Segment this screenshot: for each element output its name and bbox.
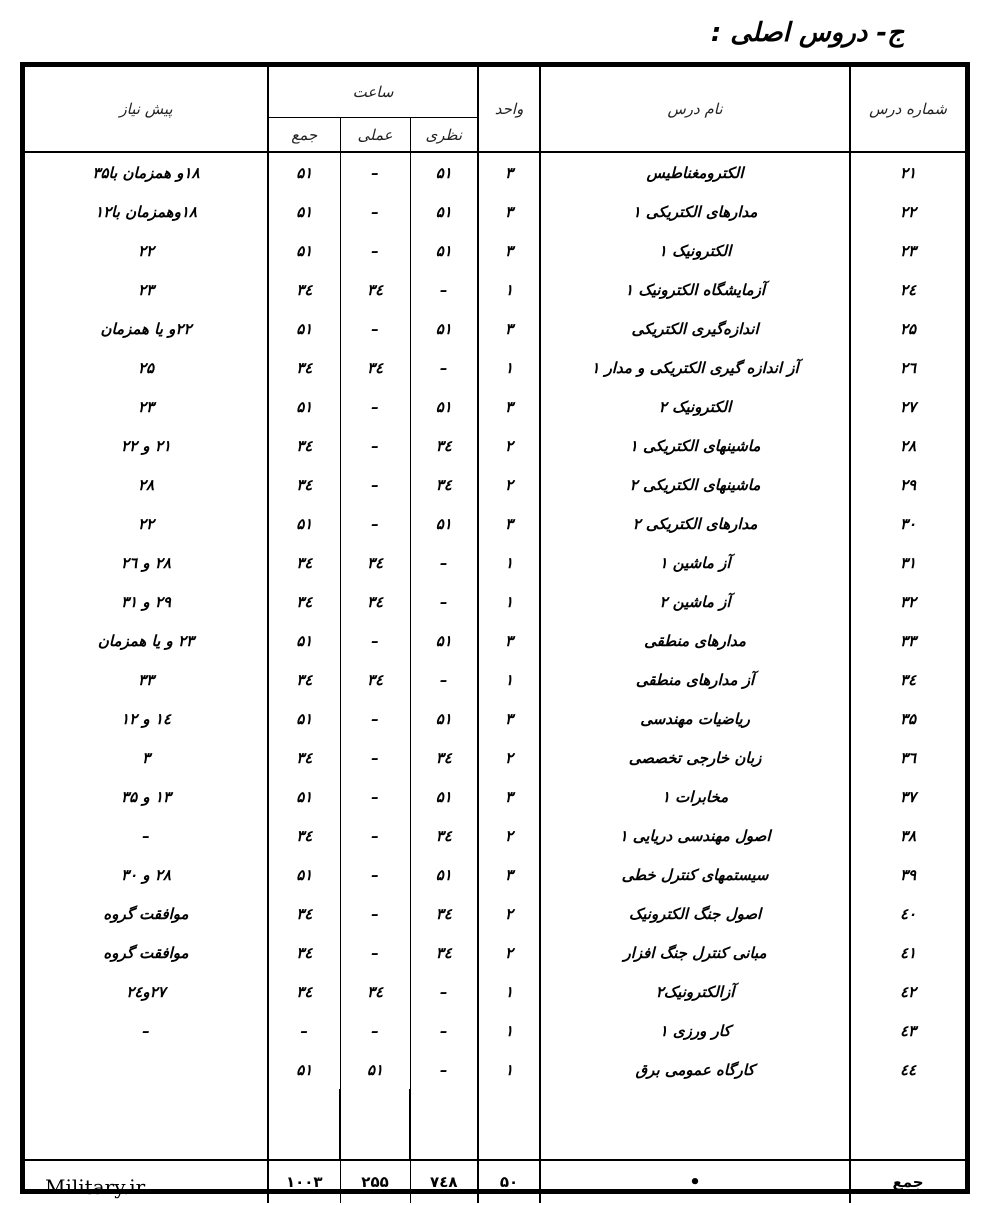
table-row xyxy=(25,231,965,270)
course-prerequisite: ۲۵ xyxy=(25,348,268,387)
header-units: واحد xyxy=(478,67,540,151)
course-number: ۲۱ xyxy=(850,152,965,192)
course-units: ۲ xyxy=(478,933,540,972)
hours-theory: ۵۱ xyxy=(410,621,478,660)
course-number: ۲۵ xyxy=(850,309,965,348)
hours-practical: ۳٤ xyxy=(340,348,410,387)
course-prerequisite: ۲۷و۲٤ xyxy=(25,972,268,1011)
hours-theory: – xyxy=(410,1011,478,1050)
course-number: ۳٦ xyxy=(850,738,965,777)
table-row xyxy=(25,738,965,777)
course-number: ۳۱ xyxy=(850,543,965,582)
course-prerequisite: ۲۲و یا همزمان xyxy=(25,309,268,348)
hours-total: ۳٤ xyxy=(268,738,340,777)
course-number: ۳۵ xyxy=(850,699,965,738)
table-row xyxy=(25,387,965,426)
course-units: ۳ xyxy=(478,699,540,738)
course-units: ۱ xyxy=(478,1011,540,1050)
course-units: ۳ xyxy=(478,621,540,660)
hours-theory: – xyxy=(410,1050,478,1089)
hours-theory: ۵۱ xyxy=(410,152,478,192)
hours-theory: – xyxy=(410,270,478,309)
course-number: ۲۷ xyxy=(850,387,965,426)
course-name: مدارهای منطقی xyxy=(540,621,850,660)
hours-total: ۳٤ xyxy=(268,894,340,933)
hours-total: – xyxy=(268,1011,340,1050)
hours-theory: ۳٤ xyxy=(410,426,478,465)
course-units: ۳ xyxy=(478,192,540,231)
summary-name-mark: • xyxy=(689,1171,701,1193)
hours-practical: – xyxy=(340,621,410,660)
hours-total: ۵۱ xyxy=(268,231,340,270)
table-row xyxy=(25,933,965,972)
summary-units: ۵۰ xyxy=(478,1160,540,1203)
hours-practical: ۵۱ xyxy=(340,1050,410,1089)
course-prerequisite: ۳ xyxy=(25,738,268,777)
course-name: اصول جنگ الکترونیک xyxy=(540,894,850,933)
course-number: ٤۲ xyxy=(850,972,965,1011)
table-row xyxy=(25,699,965,738)
course-name: زبان خارجی تخصصی xyxy=(540,738,850,777)
table-row xyxy=(25,270,965,309)
hours-total: ۳٤ xyxy=(268,348,340,387)
course-prerequisite: ۳۳ xyxy=(25,660,268,699)
hours-practical: – xyxy=(340,699,410,738)
course-units: ۳ xyxy=(478,387,540,426)
hours-practical: – xyxy=(340,231,410,270)
hours-theory: ۵۱ xyxy=(410,387,478,426)
table-row xyxy=(25,660,965,699)
table-row xyxy=(25,894,965,933)
hours-total: ۳٤ xyxy=(268,426,340,465)
course-units: ۱ xyxy=(478,543,540,582)
course-number: ٤۳ xyxy=(850,1011,965,1050)
summary-label: جمع xyxy=(850,1160,965,1203)
course-number: ۳۰ xyxy=(850,504,965,543)
course-prerequisite: ۱۸وهمزمان با۱۲ xyxy=(25,192,268,231)
course-table xyxy=(25,67,965,1203)
header-total: جمع xyxy=(268,118,340,152)
hours-practical: – xyxy=(340,738,410,777)
course-units: ۲ xyxy=(478,465,540,504)
course-number: ۲۳ xyxy=(850,231,965,270)
course-name: سیستمهای کنترل خطی xyxy=(540,855,850,894)
course-number: ٤۰ xyxy=(850,894,965,933)
course-units: ۱ xyxy=(478,660,540,699)
table-row xyxy=(25,152,965,192)
hours-total: ۳٤ xyxy=(268,660,340,699)
course-prerequisite: ۲۸ xyxy=(25,465,268,504)
course-units: ۳ xyxy=(478,309,540,348)
hours-practical: – xyxy=(340,894,410,933)
hours-total: ۵۱ xyxy=(268,504,340,543)
course-name: اصول مهندسی دریایی ۱ xyxy=(540,816,850,855)
course-number: ۲۸ xyxy=(850,426,965,465)
hours-practical: – xyxy=(340,1011,410,1050)
course-name: مبانی کنترل جنگ افزار xyxy=(540,933,850,972)
hours-theory: ۵۱ xyxy=(410,231,478,270)
course-prerequisite: ۱۳ و ۳۵ xyxy=(25,777,268,816)
course-name: آز ماشین ۱ xyxy=(540,543,850,582)
hours-practical: – xyxy=(340,465,410,504)
hours-theory: ۵۱ xyxy=(410,699,478,738)
hours-practical: – xyxy=(340,426,410,465)
table-row xyxy=(25,465,965,504)
course-number: ۳۷ xyxy=(850,777,965,816)
summary-row xyxy=(25,1160,965,1203)
hours-practical: – xyxy=(340,504,410,543)
hours-theory: – xyxy=(410,543,478,582)
header-theory: نظری xyxy=(410,118,478,152)
table-row xyxy=(25,348,965,387)
course-number: ٤۱ xyxy=(850,933,965,972)
hours-theory: ۵۱ xyxy=(410,309,478,348)
hours-total: ۵۱ xyxy=(268,192,340,231)
course-table-frame xyxy=(20,62,970,1199)
hours-practical: – xyxy=(340,309,410,348)
section-title: ج- دروس اصلی : xyxy=(710,18,904,48)
hours-theory: – xyxy=(410,582,478,621)
course-units: ۲ xyxy=(478,738,540,777)
hours-practical: – xyxy=(340,855,410,894)
hours-total: ۳٤ xyxy=(268,972,340,1011)
course-name: الکترونیک ۱ xyxy=(540,231,850,270)
course-name: اندازه‌گیری الکتریکی xyxy=(540,309,850,348)
hours-total: ۳٤ xyxy=(268,933,340,972)
course-prerequisite: – xyxy=(25,816,268,855)
hours-total: ۵۱ xyxy=(268,699,340,738)
course-units: ۳ xyxy=(478,504,540,543)
hours-practical: – xyxy=(340,192,410,231)
course-prerequisite: موافقت گروه xyxy=(25,933,268,972)
course-number: ۳٤ xyxy=(850,660,965,699)
course-number: ۳۳ xyxy=(850,621,965,660)
summary-practical: ۲۵۵ xyxy=(340,1160,410,1203)
table-row xyxy=(25,972,965,1011)
course-name: آز اندازه گیری الکتریکی و مدار ۱ xyxy=(540,348,850,387)
table-row xyxy=(25,855,965,894)
summary-theory: ۷٤۸ xyxy=(410,1160,478,1203)
header-prerequisite: پیش نیاز xyxy=(25,67,268,151)
summary-total: ۱۰۰۳ xyxy=(268,1160,340,1203)
hours-practical: – xyxy=(340,933,410,972)
course-units: ۲ xyxy=(478,894,540,933)
hours-practical: ۳٤ xyxy=(340,660,410,699)
hours-theory: – xyxy=(410,660,478,699)
hours-total: ۵۱ xyxy=(268,152,340,192)
header-course-name: نام درس xyxy=(540,67,850,151)
hours-theory: ۵۱ xyxy=(410,504,478,543)
course-units: ۳ xyxy=(478,231,540,270)
course-units: ۲ xyxy=(478,816,540,855)
course-name: کار ورزی ۱ xyxy=(540,1011,850,1050)
course-number: ۲٤ xyxy=(850,270,965,309)
hours-total: ۳٤ xyxy=(268,465,340,504)
course-prerequisite: ۲۱ و ۲۲ xyxy=(25,426,268,465)
course-prerequisite: ۲۳ xyxy=(25,270,268,309)
hours-theory: ۳٤ xyxy=(410,738,478,777)
hours-theory: ۳٤ xyxy=(410,894,478,933)
course-name: الکترومغناطیس xyxy=(540,152,850,192)
course-name: ماشینهای الکتریکی ۱ xyxy=(540,426,850,465)
blank-row xyxy=(25,1089,965,1160)
course-name: الکترونیک ۲ xyxy=(540,387,850,426)
course-number: ۲٦ xyxy=(850,348,965,387)
course-prerequisite: ۲۸ و ۲٦ xyxy=(25,543,268,582)
watermark-text: Military.ir xyxy=(45,1175,146,1199)
course-name: مخابرات ۱ xyxy=(540,777,850,816)
course-prerequisite: ۲۳ و یا همزمان xyxy=(25,621,268,660)
course-name: مدارهای الکتریکی ۱ xyxy=(540,192,850,231)
table-row xyxy=(25,309,965,348)
hours-total: ۳٤ xyxy=(268,816,340,855)
hours-total: ۵۱ xyxy=(268,1050,340,1089)
course-units: ۳ xyxy=(478,152,540,192)
course-prerequisite xyxy=(25,1050,268,1089)
hours-total: ۵۱ xyxy=(268,777,340,816)
course-number: ۲۹ xyxy=(850,465,965,504)
hours-practical: ۳٤ xyxy=(340,543,410,582)
course-name: آزالکترونیک۲ xyxy=(540,972,850,1011)
course-prerequisite: ۲۳ xyxy=(25,387,268,426)
table-row xyxy=(25,582,965,621)
hours-theory: ۵۱ xyxy=(410,855,478,894)
course-name: کارگاه عمومی برق xyxy=(540,1050,850,1089)
hours-total: ۳٤ xyxy=(268,582,340,621)
hours-practical: – xyxy=(340,387,410,426)
hours-theory: ۵۱ xyxy=(410,777,478,816)
hours-practical: ۳٤ xyxy=(340,582,410,621)
course-name: مدارهای الکتریکی ۲ xyxy=(540,504,850,543)
course-units: ۱ xyxy=(478,972,540,1011)
hours-theory: – xyxy=(410,972,478,1011)
hours-theory: ۳٤ xyxy=(410,465,478,504)
course-prerequisite: ۲۲ xyxy=(25,504,268,543)
header-practical: عملی xyxy=(340,118,410,152)
course-prerequisite: ۱۸و همزمان با۳۵ xyxy=(25,152,268,192)
hours-theory: ۵۱ xyxy=(410,192,478,231)
course-name: آز ماشین ۲ xyxy=(540,582,850,621)
hours-total: ۳٤ xyxy=(268,543,340,582)
course-units: ۲ xyxy=(478,426,540,465)
header-hours: ساعت xyxy=(268,67,478,118)
course-name: آز مدارهای منطقی xyxy=(540,660,850,699)
course-units: ۱ xyxy=(478,582,540,621)
course-number: ۳۲ xyxy=(850,582,965,621)
table-row xyxy=(25,777,965,816)
hours-theory: – xyxy=(410,348,478,387)
hours-practical: – xyxy=(340,152,410,192)
course-units: ۱ xyxy=(478,348,540,387)
table-row xyxy=(25,1011,965,1050)
course-number: ۳۸ xyxy=(850,816,965,855)
course-prerequisite: موافقت گروه xyxy=(25,894,268,933)
course-number: ۳۹ xyxy=(850,855,965,894)
table-row xyxy=(25,1050,965,1089)
table-row xyxy=(25,543,965,582)
hours-practical: ۳٤ xyxy=(340,972,410,1011)
table-row xyxy=(25,504,965,543)
course-name: ماشینهای الکتریکی ۲ xyxy=(540,465,850,504)
hours-total: ۵۱ xyxy=(268,621,340,660)
course-units: ۳ xyxy=(478,777,540,816)
table-row xyxy=(25,192,965,231)
hours-practical: – xyxy=(340,777,410,816)
hours-theory: ۳٤ xyxy=(410,933,478,972)
header-course-number: شماره درس xyxy=(850,67,965,151)
course-number: ۲۲ xyxy=(850,192,965,231)
course-number: ٤٤ xyxy=(850,1050,965,1089)
hours-practical: – xyxy=(340,816,410,855)
hours-practical: ۳٤ xyxy=(340,270,410,309)
course-name: آزمایشگاه الکترونیک ۱ xyxy=(540,270,850,309)
course-prerequisite: ۲۲ xyxy=(25,231,268,270)
course-prerequisite: ۲۹ و ۳۱ xyxy=(25,582,268,621)
hours-total: ۳٤ xyxy=(268,270,340,309)
course-units: ۱ xyxy=(478,1050,540,1089)
course-units: ۱ xyxy=(478,270,540,309)
course-prerequisite: – xyxy=(25,1011,268,1050)
hours-total: ۵۱ xyxy=(268,387,340,426)
hours-total: ۵۱ xyxy=(268,309,340,348)
table-row xyxy=(25,426,965,465)
table-row xyxy=(25,816,965,855)
hours-total: ۵۱ xyxy=(268,855,340,894)
table-row xyxy=(25,621,965,660)
hours-theory: ۳٤ xyxy=(410,816,478,855)
course-prerequisite: ۲۸ و ۳۰ xyxy=(25,855,268,894)
course-name: ریاضیات مهندسی xyxy=(540,699,850,738)
course-prerequisite: ۱٤ و ۱۲ xyxy=(25,699,268,738)
course-units: ۳ xyxy=(478,855,540,894)
